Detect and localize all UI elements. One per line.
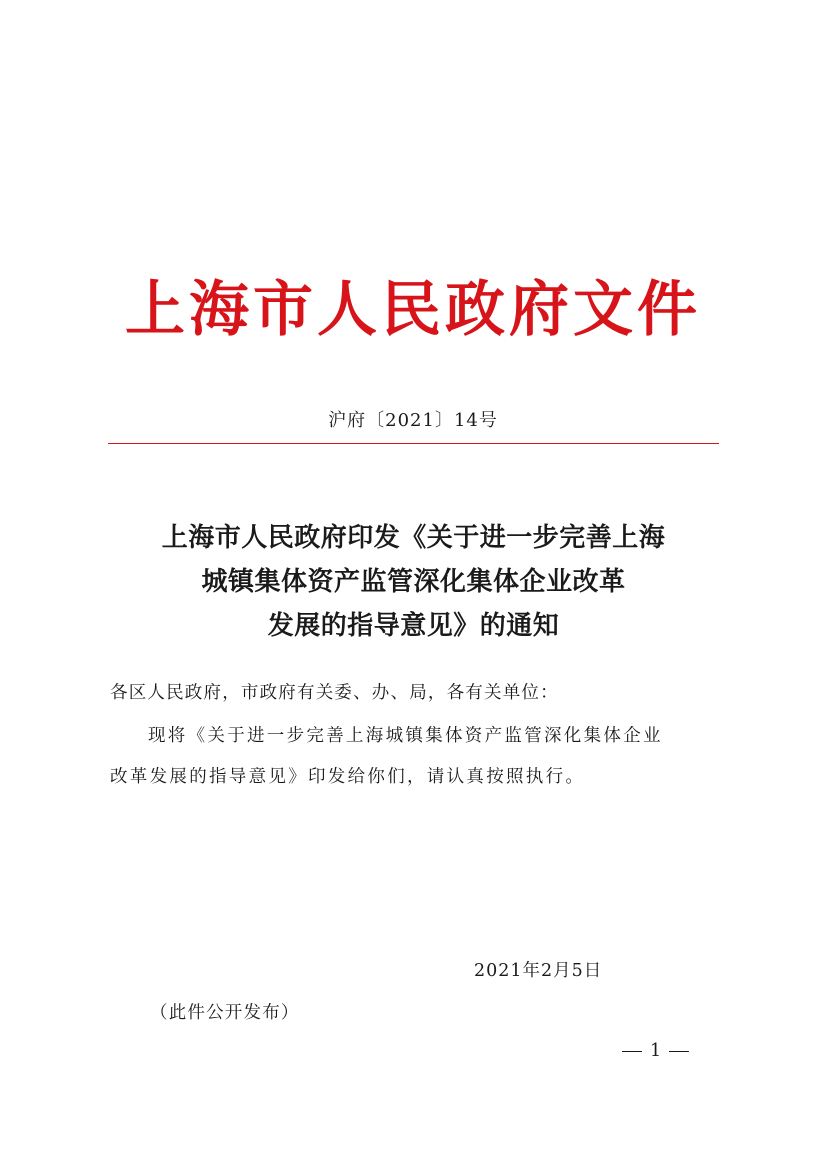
page-number-dash-right [669,1051,689,1052]
body-paragraph [110,716,720,798]
header-red-rule [108,443,719,444]
body-line-2: 改革发展的指导意见》印发给你们，请认真按照执行。 [110,767,586,787]
public-release-note: （此件公开发布） [150,1003,300,1023]
addressee: 各区人民政府，市政府有关委、办、局，各有关单位： [110,683,559,703]
body-line-1: 现将《关于进一步完善上海城镇集体资产监管深化集体企业 [148,726,663,746]
page-number [622,1038,702,1064]
notice-title-line-1: 上海市人民政府印发《关于进一步完善上海 [161,523,666,553]
notice-title-line-3: 发展的指导意见》的通知 [267,611,560,641]
notice-title [108,516,719,648]
document-number: 沪府〔2021〕14号 [328,410,498,431]
page-number-value: 1 [650,1041,662,1061]
page-number-dash-left [622,1051,642,1052]
document-header-title: 上海市人民政府文件 [125,275,701,345]
issue-date: 2021年2月5日 [474,961,603,981]
notice-title-line-2: 城镇集体资产监管深化集体企业改革 [201,567,626,597]
